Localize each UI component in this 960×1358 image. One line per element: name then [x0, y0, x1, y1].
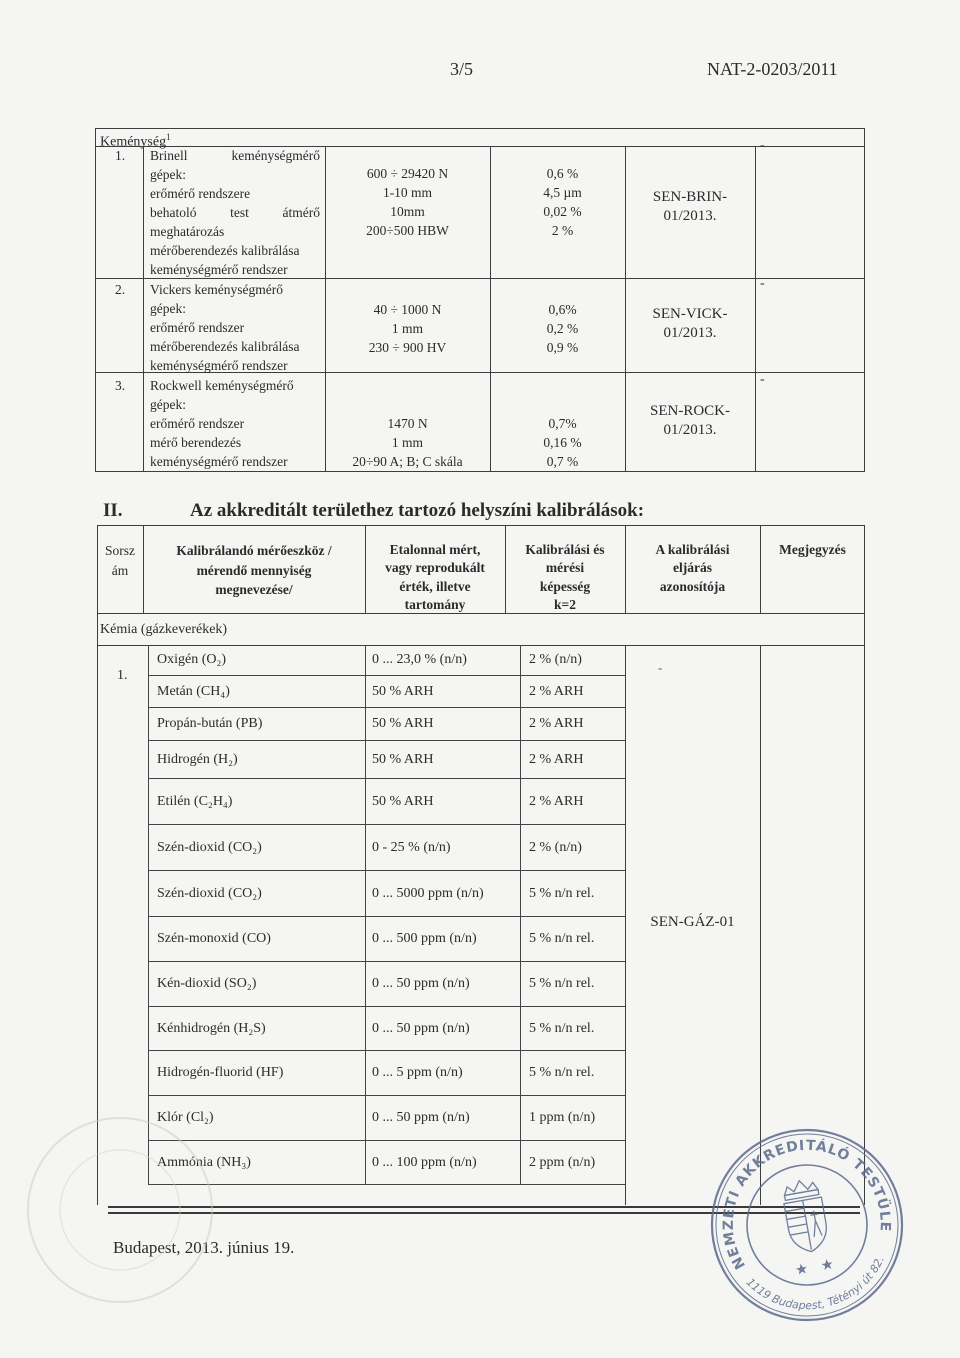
uncertainty-line: 0,6 % [546, 166, 579, 181]
value-line: 40 ÷ 1000 N [373, 302, 442, 317]
column-header-method [625, 541, 760, 596]
measured-values [325, 164, 490, 240]
method-line: 01/2013. [663, 325, 717, 341]
column-header-number [97, 541, 143, 580]
gas-name: Metán (CH₄) [148, 676, 365, 707]
value-line: 20÷90 A; B; C skála [352, 454, 463, 469]
instrument-description [150, 376, 320, 471]
header-line: A kalibrálási [655, 542, 730, 557]
description-line: keménységmérő rendszer [150, 262, 288, 277]
item-number: 1. [117, 668, 128, 683]
accreditation-stamp [708, 1126, 906, 1324]
table-row [148, 917, 625, 962]
description-line: keménységmérő rendszer [150, 358, 288, 373]
gas-capability: 2 % ARH [520, 676, 625, 707]
description-line: gépek: [150, 167, 186, 182]
value-line: 10mm [390, 204, 425, 219]
gas-capability: 5 % n/n rel. [520, 871, 625, 916]
table-row [148, 676, 625, 708]
table-column-rule [490, 146, 491, 472]
gas-capability: 2 % (n/n) [520, 825, 625, 870]
description-line: keménységmérő rendszer [150, 454, 288, 469]
value-line: 1470 N [387, 416, 428, 431]
gas-range: 0 ... 5000 ppm (n/n) [365, 871, 520, 916]
gas-name: Szén-dioxid (CO₂) [148, 825, 365, 870]
gas-capability: 2 % ARH [520, 708, 625, 740]
header-line: képesség [539, 578, 591, 594]
uncertainty-values [495, 300, 630, 357]
stamp-top-text [708, 1126, 900, 1276]
header-line: Kalibrálási és [525, 542, 605, 557]
description-line: meghatározás [150, 224, 225, 239]
uncertainty-line: 0,2 % [546, 321, 579, 336]
description-line: erőmérő rendszer [150, 416, 245, 431]
header-line: érték, illetve [399, 578, 471, 594]
gas-range: 50 % ARH [365, 741, 520, 778]
header-line: ám [111, 562, 129, 578]
header-line: eljárás [673, 560, 712, 576]
uncertainty-line: 4,5 µm [543, 185, 582, 200]
method-line: SEN-BRIN- [652, 189, 728, 205]
gas-capability: 2 ppm (n/n) [520, 1141, 625, 1184]
place-and-date: Budapest, 2013. június 19. [113, 1238, 295, 1257]
table-column-rule [760, 645, 761, 1205]
column-header-instrument [143, 541, 365, 600]
page-number: 3/5 [450, 59, 474, 79]
gas-range: 0 ... 50 ppm (n/n) [365, 1096, 520, 1140]
description-line: mérőberendezés kalibrálása [150, 243, 300, 258]
gas-range: 0 ... 23,0 % (n/n) [365, 645, 520, 675]
gas-name: Ammónia (NH₃) [148, 1141, 365, 1184]
table-row [148, 741, 625, 779]
table-column-rule [760, 525, 761, 613]
header-line: vagy reprodukált [385, 560, 485, 576]
description-line: erőmérő rendszere [150, 186, 251, 201]
method-id [625, 305, 755, 343]
header-line: k=2 [554, 596, 576, 612]
row-number: 1. [115, 148, 126, 163]
gas-capability: 5 % n/n rel. [520, 1051, 625, 1095]
uncertainty-values [495, 164, 630, 240]
gas-name: Kén-dioxid (SO₂) [148, 962, 365, 1006]
method-id [625, 188, 755, 226]
column-header-capability [505, 541, 625, 614]
row-number: 2. [115, 282, 126, 297]
category-label: Kémia (gázkeverékek) [100, 622, 228, 637]
gas-capability: 1 ppm (n/n) [520, 1096, 625, 1140]
column-header-remark [760, 541, 865, 559]
gas-range: 0 ... 100 ppm (n/n) [365, 1141, 520, 1184]
hardness-title-text: Keménység [100, 134, 167, 150]
gas-range: 0 - 25 % (n/n) [365, 825, 520, 870]
remark: - [760, 372, 765, 387]
description-line: mérő berendezés [150, 435, 242, 450]
stamp-bottom-text-path: 1119 Budapest, Tétényi út 82. [743, 1254, 887, 1313]
gas-range: 50 % ARH [365, 676, 520, 707]
gas-name: Kénhidrogén (H₂S) [148, 1007, 365, 1050]
uncertainty-line: 0,7 % [546, 454, 579, 469]
gas-capability: 2 % (n/n) [520, 645, 625, 675]
footnote-marker: 1 [166, 132, 171, 142]
table-row [148, 708, 625, 741]
gas-range: 0 ... 50 ppm (n/n) [365, 1007, 520, 1050]
header-line: Sorsz [105, 543, 135, 558]
gas-name: Klór (Cl₂) [148, 1096, 365, 1140]
star-icon [795, 1258, 833, 1275]
row-number: 3. [115, 378, 126, 393]
gas-capability: 5 % n/n rel. [520, 962, 625, 1006]
uncertainty-values [495, 414, 630, 471]
remark: - [760, 276, 765, 291]
value-line: 230 ÷ 900 HV [368, 340, 447, 355]
gas-name: Propán-bután (PB) [148, 708, 365, 740]
header-line: megnevezése/ [215, 582, 293, 597]
value-line: 1 mm [391, 321, 424, 336]
table-row [148, 962, 625, 1007]
table-row [148, 1051, 625, 1096]
gas-name: Oxigén (O₂) [148, 645, 365, 675]
stamp-bottom-text [742, 1252, 893, 1323]
gas-range: 0 ... 500 ppm (n/n) [365, 917, 520, 961]
gas-range: 0 ... 5 ppm (n/n) [365, 1051, 520, 1095]
uncertainty-line: 0,9 % [546, 340, 579, 355]
uncertainty-line: 2 % [551, 223, 574, 238]
description-line: mérőberendezés kalibrálása [150, 339, 300, 354]
table-column-rule [143, 146, 144, 472]
gas-range: 50 % ARH [365, 708, 520, 740]
gas-range: 50 % ARH [365, 779, 520, 824]
header-line: mérési [545, 560, 585, 576]
method-id [625, 402, 755, 440]
header-line: Kalibrálandó mérőeszköz / [176, 543, 332, 558]
gas-capability: 2 % ARH [520, 779, 625, 824]
remark: - [658, 660, 663, 675]
table-row [148, 1007, 625, 1051]
uncertainty-line: 0,16 % [543, 435, 582, 450]
value-line: 1 mm [391, 435, 424, 450]
header-line: azonosítója [659, 578, 726, 594]
gas-name: Szén-dioxid (CO₂) [148, 871, 365, 916]
value-line: 1-10 mm [382, 185, 433, 200]
description-line: erőmérő rendszer [150, 320, 245, 335]
header-line: mérendő mennyiség [196, 562, 312, 578]
table-row [148, 825, 625, 871]
gas-capability: 2 % ARH [520, 741, 625, 778]
gas-name: Hidrogén (H₂) [148, 741, 365, 778]
header-line: Megjegyzés [779, 542, 846, 557]
gas-name: Etilén (C₂H₄) [148, 779, 365, 824]
uncertainty-line: 0,02 % [543, 204, 582, 219]
measured-values [325, 414, 490, 471]
description-line: Rockwell keménységmérő [150, 378, 294, 393]
coat-of-arms-icon [780, 1177, 830, 1255]
gas-range: 0 ... 50 ppm (n/n) [365, 962, 520, 1006]
method-line: 01/2013. [663, 208, 717, 224]
method-line: 01/2013. [663, 422, 717, 438]
uncertainty-line: 0,7% [548, 416, 577, 431]
stamp-top-text-path: NEMZETI AKKREDITÁLÓ TESTÜLET [720, 1137, 893, 1272]
instrument-description [150, 146, 320, 279]
remark: - [760, 138, 765, 153]
column-header-range [365, 541, 505, 614]
faint-seal-mark [20, 1110, 220, 1310]
table-row [148, 871, 625, 917]
measured-values [325, 300, 490, 357]
section-number: II. [103, 500, 123, 521]
gas-name: Szén-monoxid (CO) [148, 917, 365, 961]
table-row [148, 645, 625, 676]
description-line: behatoló test átmérő [150, 205, 320, 220]
method-line: SEN-ROCK- [649, 403, 730, 419]
description-line: gépek: [150, 301, 186, 316]
gas-name: Hidrogén-fluorid (HF) [148, 1051, 365, 1095]
instrument-description [150, 280, 320, 375]
method-line: SEN-VICK- [652, 306, 728, 322]
gas-capability: 5 % n/n rel. [520, 1007, 625, 1050]
uncertainty-line: 0,6% [548, 302, 577, 317]
document-id: NAT-2-0203/2011 [707, 59, 838, 79]
header-line: tartomány [404, 596, 466, 612]
description-line: gépek: [150, 397, 186, 412]
gas-capability: 5 % n/n rel. [520, 917, 625, 961]
description-line: Vickers keménységmérő [150, 282, 284, 297]
gas-method-id: SEN-GÁZ-01 [650, 914, 735, 930]
section-title: Az akkreditált területhez tartozó helyszíni kalibrálások: [190, 500, 645, 521]
value-line: 600 ÷ 29420 N [366, 166, 449, 181]
description-line: Brinell keménységmérő [150, 148, 320, 163]
table-column-rule [755, 146, 756, 472]
table-row [148, 779, 625, 825]
value-line: 200÷500 HBW [366, 223, 449, 238]
header-line: Etalonnal mért, [389, 542, 481, 557]
